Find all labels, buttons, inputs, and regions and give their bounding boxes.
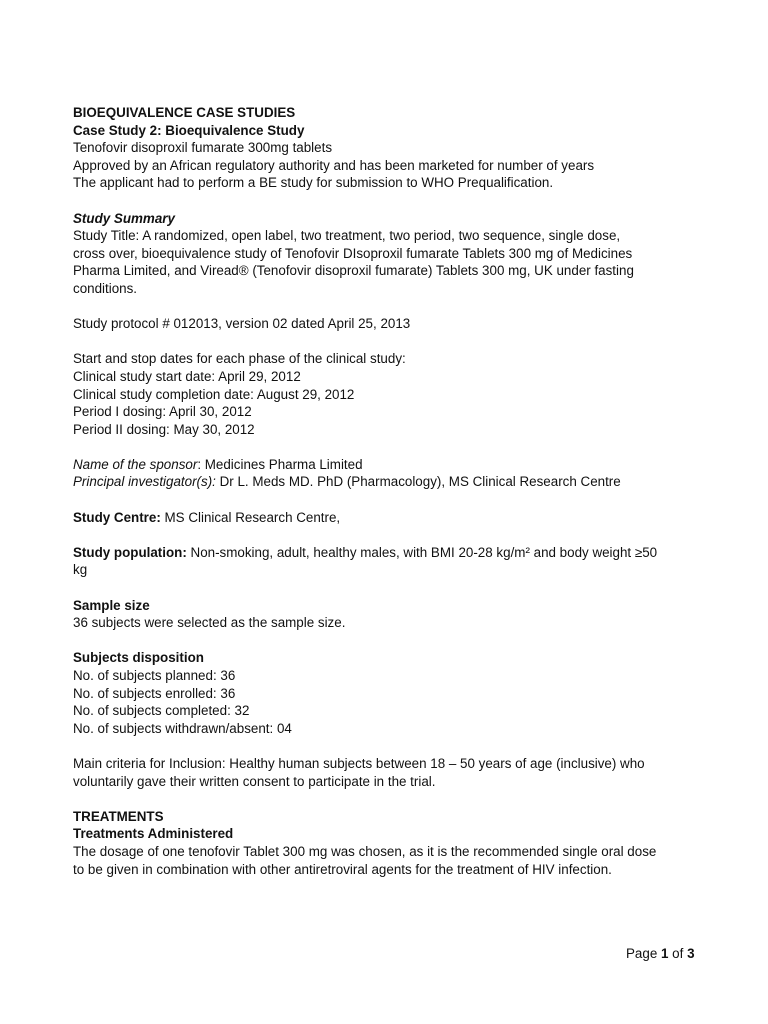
study-title-line-4: conditions. (73, 280, 138, 296)
spacer (73, 192, 701, 210)
sponsor-line (73, 456, 701, 474)
study-title-line-2: cross over, bioequivalence study of Tenofovir DIsoproxil fumarate Tablets 300 mg of Medicines (73, 245, 633, 261)
study-centre-label: Study Centre: (73, 509, 161, 525)
study-centre-value: MS Clinical Research Centre, (160, 509, 341, 525)
treatments-text-line-2: to be given in combination with other antiretroviral agents for the treatment of HIV infection. (73, 861, 612, 877)
spacer (73, 298, 701, 316)
study-title-line-1: Study Title: A randomized, open label, two treatment, two period, two sequence, single dose, (73, 228, 621, 244)
dates-intro: Start and stop dates for each phase of the clinical study: (73, 351, 406, 367)
period-1-dosing: Period I dosing: April 30, 2012 (73, 404, 252, 420)
page-word: Page (626, 946, 661, 961)
study-completion-date: Clinical study completion date: August 29, 2012 (73, 386, 355, 402)
subjects-disposition-heading: Subjects disposition (73, 650, 204, 666)
document-body (73, 104, 701, 878)
current-page-number: 1 (661, 946, 669, 961)
spacer (73, 333, 701, 351)
study-summary-heading: Study Summary (73, 210, 175, 226)
document-title: BIOEQUIVALENCE CASE STUDIES (73, 105, 296, 120)
subjects-withdrawn: No. of subjects withdrawn/absent: 04 (73, 720, 292, 736)
spacer (73, 790, 701, 808)
study-population-line (73, 544, 701, 562)
of-word: of (668, 946, 688, 961)
spacer (73, 438, 701, 456)
approval-line: Approved by an African regulatory authority and has been marketed for number of years (73, 157, 595, 173)
subjects-completed: No. of subjects completed: 32 (73, 703, 250, 719)
study-population-value: Non-smoking, adult, healthy males, with BMI 20-28 kg/m² and body weight ≥50 (186, 544, 658, 560)
principal-investigator-line (73, 473, 701, 491)
spacer (73, 526, 701, 544)
treatments-text-line-1: The dosage of one tenofovir Tablet 300 mg was chosen, as it is the recommended single oral dose (73, 843, 657, 859)
product-line: Tenofovir disoproxil fumarate 300mg tablets (73, 140, 333, 156)
spacer (73, 737, 701, 755)
applicant-line: The applicant had to perform a BE study for submission to WHO Prequalification. (73, 175, 554, 191)
inclusion-criteria-line-2: voluntarily gave their written consent to participate in the trial. (73, 773, 436, 789)
spacer (73, 579, 701, 597)
sample-size-text: 36 subjects were selected as the sample size. (73, 615, 346, 631)
case-study-title: Case Study 2: Bioequivalence Study (73, 122, 305, 138)
subjects-enrolled: No. of subjects enrolled: 36 (73, 685, 236, 701)
page-number-footer (626, 945, 695, 963)
principal-investigator-label: Principal investigator(s): (73, 474, 216, 490)
study-protocol: Study protocol # 012013, version 02 dated April 25, 2013 (73, 316, 411, 332)
period-2-dosing: Period II dosing: May 30, 2012 (73, 421, 255, 437)
sponsor-label: Name of the sponsor (73, 456, 198, 472)
sample-size-heading: Sample size (73, 597, 150, 613)
study-start-date: Clinical study start date: April 29, 2012 (73, 368, 301, 384)
principal-investigator-value: Dr L. Meds MD. PhD (Pharmacology), MS Clinical Research Centre (215, 474, 621, 490)
spacer (73, 491, 701, 509)
spacer (73, 632, 701, 650)
inclusion-criteria-line-1: Main criteria for Inclusion: Healthy human subjects between 18 – 50 years of age (inclusive) who (73, 755, 645, 771)
study-centre-line (73, 509, 701, 527)
study-population-label: Study population: (73, 544, 187, 560)
sponsor-value: : Medicines Pharma Limited (197, 456, 363, 472)
study-title-line-3: Pharma Limited, and Viread® (Tenofovir disoproxil fumarate) Tablets 300 mg, UK under fasting (73, 263, 634, 279)
study-population-line-2: kg (73, 562, 88, 578)
treatments-administered-heading: Treatments Administered (73, 826, 234, 842)
treatments-heading: TREATMENTS (73, 808, 164, 824)
subjects-planned: No. of subjects planned: 36 (73, 668, 236, 683)
total-page-number: 3 (687, 946, 695, 961)
